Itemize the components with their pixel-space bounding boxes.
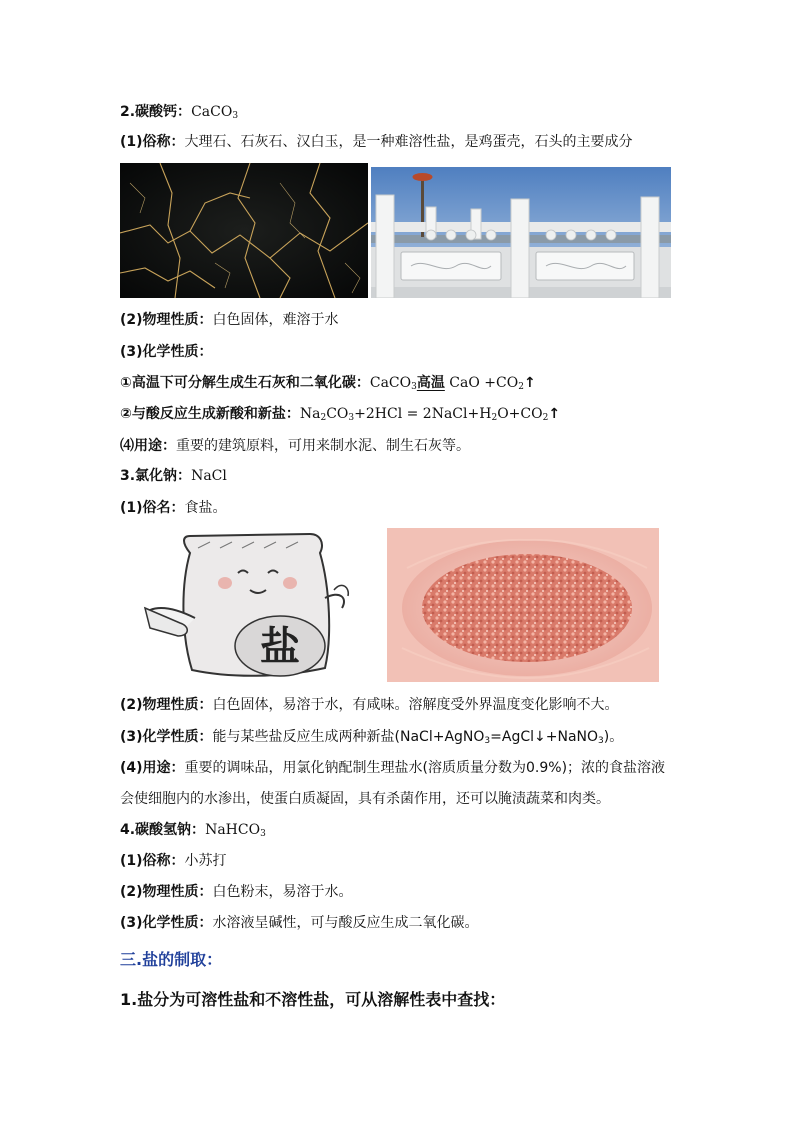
section-3-title: 3.氯化钠：NaCl <box>120 468 227 484</box>
section-4-chemical: (3)化学性质：水溶液呈碱性，可与酸反应生成二氧化碳。 <box>120 915 479 931</box>
pink-salt-shell-image <box>387 528 659 682</box>
section-4-title: 4.碳酸氢钠：NaHCO$_3$ <box>120 822 266 839</box>
section-2-use: ⑷用途：重要的建筑原料，可用来制水泥、制生石灰等。 <box>120 438 470 454</box>
reaction-1: ①高温下可分解生成生石灰和二氧化碳：CaCO$_3$高温 CaO $+CO_2↑$ <box>120 375 536 392</box>
section-3-use-line-2: 会使细胞内的水渗出，使蛋白质凝固，具有杀菌作用，还可以腌渍蔬菜和肉类。 <box>120 791 610 807</box>
section-2-physical: (2)物理性质：白色固体，难溶于水 <box>120 312 339 328</box>
section-3-chemical: (3)化学性质：能与某些盐反应生成两种新盐(NaCl+AgNO$_3$=AgCl↓+NaNO$_3$)。 <box>120 729 624 746</box>
section-2-alias: (1)俗称：大理石、石灰石、汉白玉，是一种难溶性盐，是鸡蛋壳，石头的主要成分 <box>120 134 633 150</box>
section-2-title: 2.碳酸钙：CaCO$_3$ <box>120 104 239 121</box>
white-marble-balustrade-image <box>371 167 671 298</box>
part-3-heading: 三.盐的制取： <box>120 950 223 969</box>
section-4-alias: (1)俗称：小苏打 <box>120 853 227 869</box>
part-3-point-1: 1.盐分为可溶性盐和不溶性盐，可从溶解性表中查找： <box>120 990 506 1009</box>
section-3-use-line-1: (4)用途：重要的调味品，用氯化钠配制生理盐水(溶质质量分数为0.9%)；浓的食盐溶液 <box>120 760 666 776</box>
salt-bag-cartoon-image <box>120 528 356 682</box>
bag-char-text: 盐 <box>260 624 300 670</box>
section-2-chemical-label: (3)化学性质： <box>120 344 213 360</box>
section-4-physical: (2)物理性质：白色粉末，易溶于水。 <box>120 884 353 900</box>
section-3-alias: (1)俗名：食盐。 <box>120 500 227 516</box>
section-3-physical: (2)物理性质：白色固体，易溶于水，有咸味。溶解度受外界温度变化影响不大。 <box>120 697 619 713</box>
reaction-2: ②与酸反应生成新酸和新盐：$Na_2CO_3+2HCl$ = $2NaCl+H_2O+CO_2↑$ <box>120 406 561 423</box>
black-marble-image <box>120 163 368 298</box>
